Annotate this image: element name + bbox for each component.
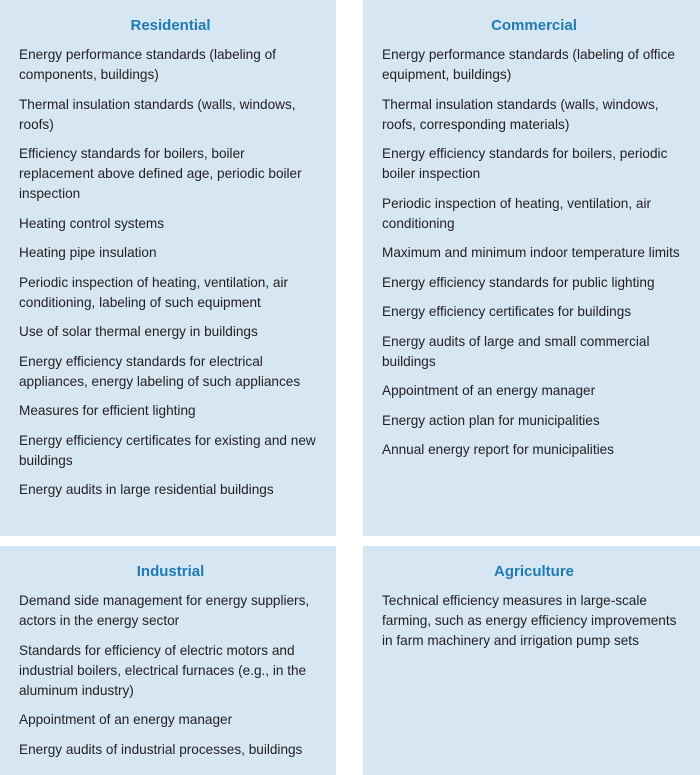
list-item: Maximum and minimum indoor temperature limits <box>382 245 680 260</box>
list-item: Energy performance standards (labeling of office equipment, buildings) <box>382 47 675 82</box>
industrial-panel <box>0 546 336 775</box>
commercial-title: Commercial <box>491 17 577 34</box>
residential-measures-list <box>19 45 322 500</box>
list-item: Energy audits in large residential buildings <box>19 482 274 497</box>
list-item: Energy action plan for municipalities <box>382 412 600 428</box>
industrial-measures-list <box>19 591 322 760</box>
list-item: Energy efficiency certificates for buildings <box>382 304 632 319</box>
commercial-panel <box>363 0 700 536</box>
list-item: Periodic inspection of heating, ventilation, air conditioning <box>382 195 652 231</box>
agriculture-title: Agriculture <box>493 563 574 580</box>
commercial-measures-list <box>382 45 686 460</box>
list-item: Standards for efficiency of electric motors and industrial boilers, electrical furnaces (e.g., in the aluminum industry) <box>19 642 307 698</box>
list-item: Energy audits of industrial processes, buildings <box>19 741 303 757</box>
list-item: Appointment of an energy manager <box>382 383 596 398</box>
list-item: Periodic inspection of heating, ventilation, air conditioning, labeling of such equipment <box>19 274 289 310</box>
list-item: Use of solar thermal energy in buildings <box>19 324 258 339</box>
residential-panel <box>0 0 336 536</box>
list-item: Energy efficiency standards for public lighting <box>382 274 655 290</box>
list-item: Heating control systems <box>19 215 165 231</box>
list-item: Efficiency standards for boilers, boiler replacement above defined age, periodic boiler inspection <box>19 146 302 201</box>
list-item: Heating pipe insulation <box>19 245 157 260</box>
list-item: Technical efficiency measures in large-scale farming, such as energy efficiency improvements in farm machinery and irrigation pump sets <box>382 593 677 648</box>
list-item: Thermal insulation standards (walls, windows, roofs) <box>19 96 296 132</box>
list-item: Demand side management for energy suppliers, actors in the energy sector <box>19 593 310 628</box>
list-item: Energy efficiency certificates for existing and new buildings <box>19 432 316 468</box>
list-item: Energy efficiency standards for boilers, periodic boiler inspection <box>382 146 668 181</box>
list-item: Measures for efficient lighting <box>19 403 196 418</box>
list-item: Appointment of an energy manager <box>19 712 233 727</box>
list-item: Energy performance standards (labeling of components, buildings) <box>19 47 276 82</box>
list-item: Annual energy report for municipalities <box>382 442 614 457</box>
list-item: Thermal insulation standards (walls, windows, roofs, corresponding materials) <box>382 96 659 132</box>
agriculture-panel <box>363 546 700 775</box>
industrial-title: Industrial <box>136 563 205 580</box>
list-item: Energy audits of large and small commercial buildings <box>382 333 650 369</box>
residential-title: Residential <box>130 17 211 34</box>
agriculture-measures-list <box>382 591 686 651</box>
list-item: Energy efficiency standards for electrical appliances, energy labeling of such appliances <box>19 353 301 389</box>
